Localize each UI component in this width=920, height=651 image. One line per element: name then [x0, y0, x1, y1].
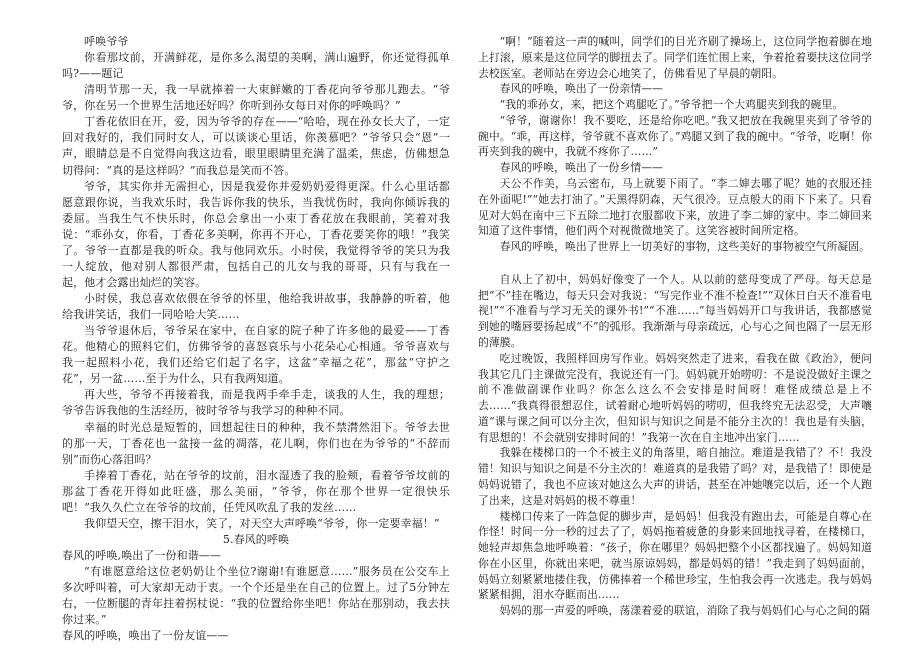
paragraph: 再大些，爷爷不再接着我，而是我两手牵手走，谈我的人生，我的理想；爷爷告诉我他的生活经历，彼时爷爷与我学习的种种不同。: [62, 388, 450, 418]
section-heading: 5.春风的呼唤: [222, 532, 290, 546]
paragraph: 清明节那一天，我一早就捧着一大束鲜嫩的丁香花向爷爷那儿跑去。“爷爷，你在另一个世界生活地还好吗？你听到孙女每日对你的呼唤吗？”: [62, 83, 450, 113]
paragraph: 幸福的时光总是短暂的，回想起往日的种种，我不禁潸然泪下。爷爷去世的那一天，丁香花也一盆接一盆的凋落，花儿啊，你们也在为爷爷的“不辞而别”而伤心落泪吗？: [62, 420, 450, 466]
paragraph: 楼梯口传来了一阵急促的脚步声，是妈妈！但我没有跑出去，可能是自尊心在作怪！时间一分一秒的过去了了，妈妈拖着疲惫的身影来回地找寻着，在楼梯口，她轻声却焦急地呼唤着：“孩子，你在哪里？妈妈把整个小区都找遍了。妈妈知道你在小区里，你就出来吧，就当原谅妈妈，都是妈妈的错！”我走到了妈妈面前，妈妈立刻紧紧地搂住我，仿佛捧着一个稀世珍宝，生怕我会再一次逃走。我与妈妈紧紧相拥，泪水夺眶而出……: [478, 509, 872, 602]
paragraph: 当爷爷退休后，爷爷呆在家中，在自家的院子种了许多他的最爱——丁香花。他精心的照料它们，仿佛爷爷的喜怒哀乐与小花朵心心相通。爷爷喜欢与我一起照料小花，我们还给它们起了名字，这盆“幸福之花”，那盆“守护之花”，另一盆……至于为什么，只有我两知道。: [62, 324, 450, 386]
paragraph: “我的乖孙女，来，把这个鸡腿吃了。”爷爷把一个大鸡腿夹到我的碗里。: [499, 98, 844, 112]
paragraph: 小时侯，我总喜欢依偎在爷爷的怀里，他给我讲故事，我静静的听着，他给我讲笑话，我们一同哈哈大笑……: [62, 292, 450, 322]
paragraph: 春风的呼唤,唤出了一份和谐——: [62, 549, 221, 562]
paragraph: 吃过晚饭，我照样回房写作业。妈妈突然走了进来，看我在做《政治》，便问我其它几门主课做完没有，我说还有一门。妈妈就开始唠叨：不是说没做好主课之前不准做副课作业吗？你怎么这么不会安排是时间呀！难怪成绩总是上不去……“我真得很想忍住，试着耐心地听妈妈的唠叨，但我终究无法忍受，大声嚷道“课与课之间可以分主次，但知识与知识之间是不能分主次的！我也是有头脑，有思想的！不会就别安排时间的！”我第一次在自主地冲出家门……: [478, 351, 872, 444]
paragraph: 春风的呼唤，唤出了一份亲情——: [499, 82, 664, 96]
paragraph: 自从上了初中，妈妈好像变了一个人。从以前的慈母变成了严母。每天总是把“不”挂在嘴边，每天只会对我说：“写完作业不准不检查!”“双休日白天不准看电视!”“不准看与学习无关的课外书!”“不准……”每当妈妈开口与我讲话，我都感觉到她的嘴唇要扬起成“不”的弧形。我渐渐与母亲疏远，心与心之间也隔了一层无形的薄膜。: [478, 272, 872, 349]
paragraph-gap: [478, 255, 872, 272]
paragraph: 丁香花依旧在开，爱，因为爷爷的存在——“哈哈，现在孙女长大了，一定回对我好的，我们同时女人，可以谈谈心里话，你羡慕吧？”爷爷只会“恩”一声，眼睛总是不自觉得向我这边看，眼里眼睛里充满了温柔，焦虑，仿佛想急切得问：“真的是这样吗？”而我总是笑而不答。: [62, 115, 450, 177]
essay-title: 呼唤爷爷: [84, 35, 129, 48]
paragraph: 春风的呼唤，唤出了一份友谊——: [62, 629, 229, 643]
left-column: [62, 34, 450, 644]
paragraph: 我躲在楼梯口的一个不被主义的角落里，暗自抽泣。难道是我错了？不！我没错！知识与知识之间是不分主次的！难道真的是我错了吗？对，是我错了！即使是妈妈说错了，我也不应该对她这么大声的讲话，甚至在冲她嚷完以后，还一个人跑了出来，这是对妈妈的极不尊重！: [478, 446, 872, 507]
paragraph: “爷爷，谢谢你！我不要吃，还是给你吃吧。”我又把放在我碗里夹到了爷爷的碗中。“乖，再这样，爷爷就不喜欢你了。”鸡腿又到了我的碗中。“爷爷，吃啊！你再夹到我的碗中，我就不疼你了……”: [478, 113, 872, 159]
paragraph: “有谁愿意给这位老奶奶让个坐位?谢谢!有谁愿意……”服务员在公交车上多次呼叫着，可大家却无动于衷。一个个还是坐在自己的位置上。过了5分钟左右，一位断腿的青年拄着拐杖说：“我的位置给你坐吧！你站在那别动，我去扶你过来。”: [62, 565, 450, 627]
paragraph: 春风的呼唤，唤出了一份乡情——: [499, 161, 664, 175]
paragraph: 手捧着丁香花，站在爷爷的坟前，泪水湿透了我的脸颊，看着爷爷坟前的那盆丁香花开得如此旺盛，那么美丽，“爷爷，你在那个世界一定很快乐吧！”我久久伫立在爷爷的坟前，任凭风吹乱了我的发丝……: [62, 468, 450, 514]
paragraph: 天公不作美，乌云密布，马上就要下雨了。“李二婶去哪了呢？她的衣服还挂在外面呢!”“她去打油了。”天黑得阴森，天气很冷。豆点般大的雨下下来了。只看见对大妈在南中三下五除二地打衣服都收下来，放进了李二婶的家中。李二婶回来知道了这件事情，他们两个对视微微地笑了。这笑容被时间所定格。: [478, 177, 872, 238]
right-column: [478, 34, 872, 619]
paragraph: 爷爷，其实你并无需担心，因是我爱你并爱奶奶爱得更深。什么心里话都愿意跟你说，当我欢乐时，我告诉你我的快乐，当我忧伤时，我向你倾诉我的委屈。当我生气不快乐时，你总会拿出一小束丁香花放在我眼前，笑着对我说：“乖孙女，你看，丁香花多美啊，你再不开心，丁香花要笑你的哦！”我笑了。爷爷一直都是我的听众。我与他同欢乐。小时侯，我觉得爷爷的笑只为我一人绽放，他对别人都很严肃，包括自己的儿女与我的哥哥，只有与我在一起，他才会露出灿烂的笑容。: [62, 179, 450, 289]
paragraph: “啊！”随着这一声的喊叫，同学们的目光齐刷了操场上，这位同学抱着脚在地上打滚，原来是这位同学的脚扭去了。同学们连忙围上来，争着抢着要扶这位同学去校医室。老师站在旁边会心地笑了，仿佛看见了早晨的朝阳。: [478, 35, 872, 80]
paragraph: 妈妈的那一声爱的呼唤，荡漾着爱的联谊，消除了我与妈妈们心与心之间的隔: [499, 604, 871, 618]
paragraph: 我仰望天空，擦干泪水，笑了，对天空大声呼唤“爷爷，你一定要幸福！”: [84, 516, 440, 530]
paragraph: 春风的呼唤，唤出了世界上一切美好的事物，这些美好的事物被空气所凝固。: [499, 240, 871, 254]
paragraph: 你看那坟前，开满鲜花，是你多么渴望的美啊，满山遍野，你还觉得孤单吗?——题记: [62, 51, 450, 81]
